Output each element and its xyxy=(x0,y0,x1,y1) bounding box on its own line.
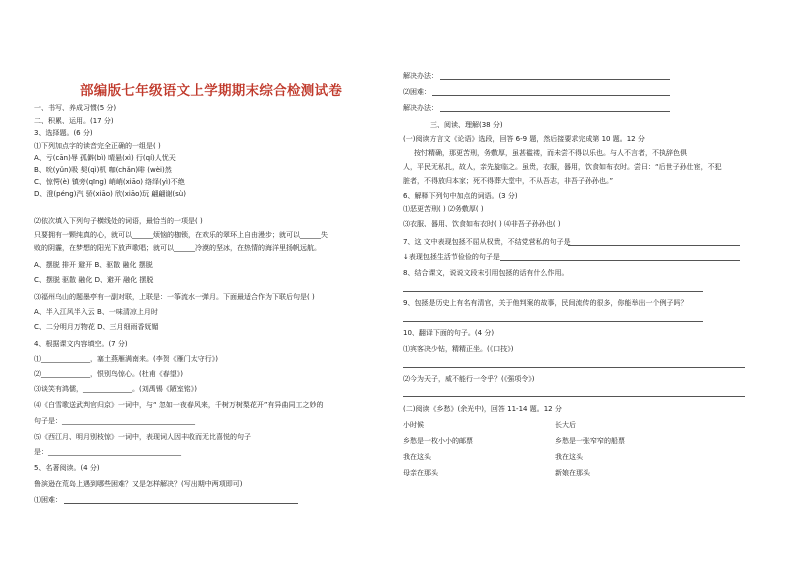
answer-line[interactable] xyxy=(403,367,745,368)
question-3-1: ⑴下列加点字的读音完全正确的一组是( ) xyxy=(34,142,161,150)
answer-line[interactable] xyxy=(500,260,740,261)
question-4-5-answer: 是：______________________________________ xyxy=(34,448,181,456)
answer-line[interactable] xyxy=(403,291,703,292)
options-c-d: C、摆脱 驱散 融化 D、避开 融化 摆脱 xyxy=(34,276,154,284)
question-8: 8、结合课文，说说文段末引用包拯的话有什么作用。 xyxy=(403,269,569,277)
question-5-1: 鲁滨逊在荒岛上遇到哪些困难？又是怎样解决？(写出期中两项即可) xyxy=(34,480,243,488)
question-4-4: ⑷《白雪歌送武判官归京》一词中，与“ 忽如一夜春风来，千树万树梨花开”有异曲同工之妙的 xyxy=(34,401,324,409)
answer-line[interactable] xyxy=(64,503,298,504)
reading-1-passage-1: 按忖精确，那更苦刑，务敷厚，虽甚褴褛，而未尝不得以乐也。与人不言者，不执辞色俱 xyxy=(414,149,687,157)
reading-1-passage-3: 脏者，不得放归本家；死不得葬大堂中，不从吾志，非吾子孙孙也。” xyxy=(403,177,614,185)
question-10: 10、翻译下面的句子。(4 分) xyxy=(403,329,495,337)
question-7: 7、这 文中表现包拯不屈从权贵，不结党营私的句子是 xyxy=(403,238,571,246)
question-7-b: ↓表现包拯生活节俭俭的句子是 xyxy=(403,253,500,261)
section-3-heading: 三、阅读、理解(38 分) xyxy=(430,121,503,129)
section-1-heading: 一、书写、养成习惯(5 分) xyxy=(34,104,117,112)
answer-line[interactable] xyxy=(440,79,670,80)
poem-line: 乡愁是一枚小小的邮票 xyxy=(403,437,473,445)
question-3: 3、选择题。(6 分) xyxy=(34,129,93,137)
option-d: D、澄(péng)汽 骄(xiāo) 欣(xiāo)玩 翩翩谢(sù) xyxy=(34,190,186,198)
question-3-2-passage-2: 败的阴霾，在梦想的阳光下放声歌唱；就可以______冷漠的坚冰，在热情的海洋里扬帆远航。 xyxy=(34,244,321,252)
question-4-5: ⑸《西江月、明月别枝惊》一词中，表现词人因丰收而无比喜悦的句子 xyxy=(34,433,251,441)
poem-line: 新娘在那头 xyxy=(555,469,590,477)
options-c-d-2: C、二分明月万物花 D、三月细雨香妩媚 xyxy=(34,323,159,331)
question-10-1: ⑴宾客决少钻，精精正坐。(《口技》) xyxy=(403,345,514,353)
question-10-2: ⑵今为天子，威不能行一令乎？(《强项令》) xyxy=(403,375,535,383)
poem-line: 我在这头 xyxy=(403,453,431,461)
poem-line: 长大后 xyxy=(555,421,576,429)
question-5: 5、名著阅读。(4 分) xyxy=(34,464,100,472)
answer-line[interactable] xyxy=(432,95,670,96)
reading-1-heading: (一)阅读方言文《论语》选段，回答 6-9 题，然后接要求完成第 10 题。12 分 xyxy=(403,135,645,143)
options-a-b: A、摆脱 排开 避开 B、驱散 融化 摆脱 xyxy=(34,261,153,269)
question-3-2: ⑵依次填入下列句子横线处的词语，最恰当的一项是( ) xyxy=(34,217,203,225)
exam-title: 部编版七年级语文上学期期末综合检测试卷 xyxy=(80,83,343,99)
poem-line: 母亲在那头 xyxy=(403,469,438,477)
question-4-2: ⑵______________，恨别鸟惊心。(杜甫《春望》) xyxy=(34,370,183,378)
option-a: A、亏(cān)辱 孤僻(bì) 晴悬(xì) 行(qí)人忧天 xyxy=(34,154,176,162)
reading-2-heading: (二)阅读《乡愁》(余光中)，回答 11-14 题。12 分 xyxy=(403,405,562,413)
question-4-3: ⑶谈笑有鸿儒，______________。(刘禹锡《陋室铭》) xyxy=(34,385,197,393)
option-c: C、惊愕(è) 镇旁(qīng) 峭峭(xiāo) 络绎(yì)不绝 xyxy=(34,178,185,186)
poem-line: 我在这头 xyxy=(555,453,583,461)
question-5-difficulty: ⑴困难： xyxy=(34,496,62,504)
question-6-items-2: ⑶衣服、器用、饮食如布衣时( ) ⑷非吾子孙孙也( ) xyxy=(403,220,561,228)
section-2-heading: 二、积累、运用。(17 分) xyxy=(34,117,114,125)
question-4-4-answer: 句子是：______________________________________ xyxy=(34,417,195,425)
answer-line[interactable] xyxy=(568,245,740,246)
question-3-2-passage-1: 只要拥有一颗纯真的心，就可以______烦恼的枷锁，在欢乐的翠环上自由漫步；就可以______失 xyxy=(34,231,328,239)
option-b: B、吮(yǔn)吸 契(qì)机 咖(chǎn)啡 (wèi)然 xyxy=(34,166,172,174)
question-3-3: ⑶福州乌山的题墨亭有一副对联，上联是：一筝流水一弹月。下面最适合作为下联后句是( ) xyxy=(34,293,315,301)
answer-line[interactable] xyxy=(403,321,703,322)
poem-line: 乡愁是一张窄窄的船票 xyxy=(555,437,625,445)
solution-label-1: 解决办法： xyxy=(403,72,438,80)
difficulty-label-2: ⑵困难： xyxy=(403,88,431,96)
solution-label-2: 解决办法： xyxy=(403,104,438,112)
question-4: 4、根据课文内容填空。(7 分) xyxy=(34,340,128,348)
question-6: 6、解释下列句中加点的词语。(3 分) xyxy=(403,192,518,200)
question-4-1: ⑴______________，塞土燕雁满南来。(李贺《雁门太守行》) xyxy=(34,355,218,363)
answer-line[interactable] xyxy=(403,396,745,397)
question-9: 9、包拯是历史上有名有清官，关于他判案的故事，民间流传的很多，你能举出一个例子吗？ xyxy=(403,299,688,307)
reading-1-passage-2: 人，平民无私扎，故人，亲先旋临之。虽贵，衣服，器用，饮食如布衣时。尝曰：“后世子孙仕宦，不犯 xyxy=(403,163,722,171)
options-a-b-2: A、半入江风半入云 B、一味清凉上月时 xyxy=(34,308,158,316)
poem-line: 小时候 xyxy=(403,421,424,429)
question-6-items: ⑴恶更苦刑( ) ⑵务敷厚( ) xyxy=(403,205,484,213)
answer-line[interactable] xyxy=(440,111,670,112)
